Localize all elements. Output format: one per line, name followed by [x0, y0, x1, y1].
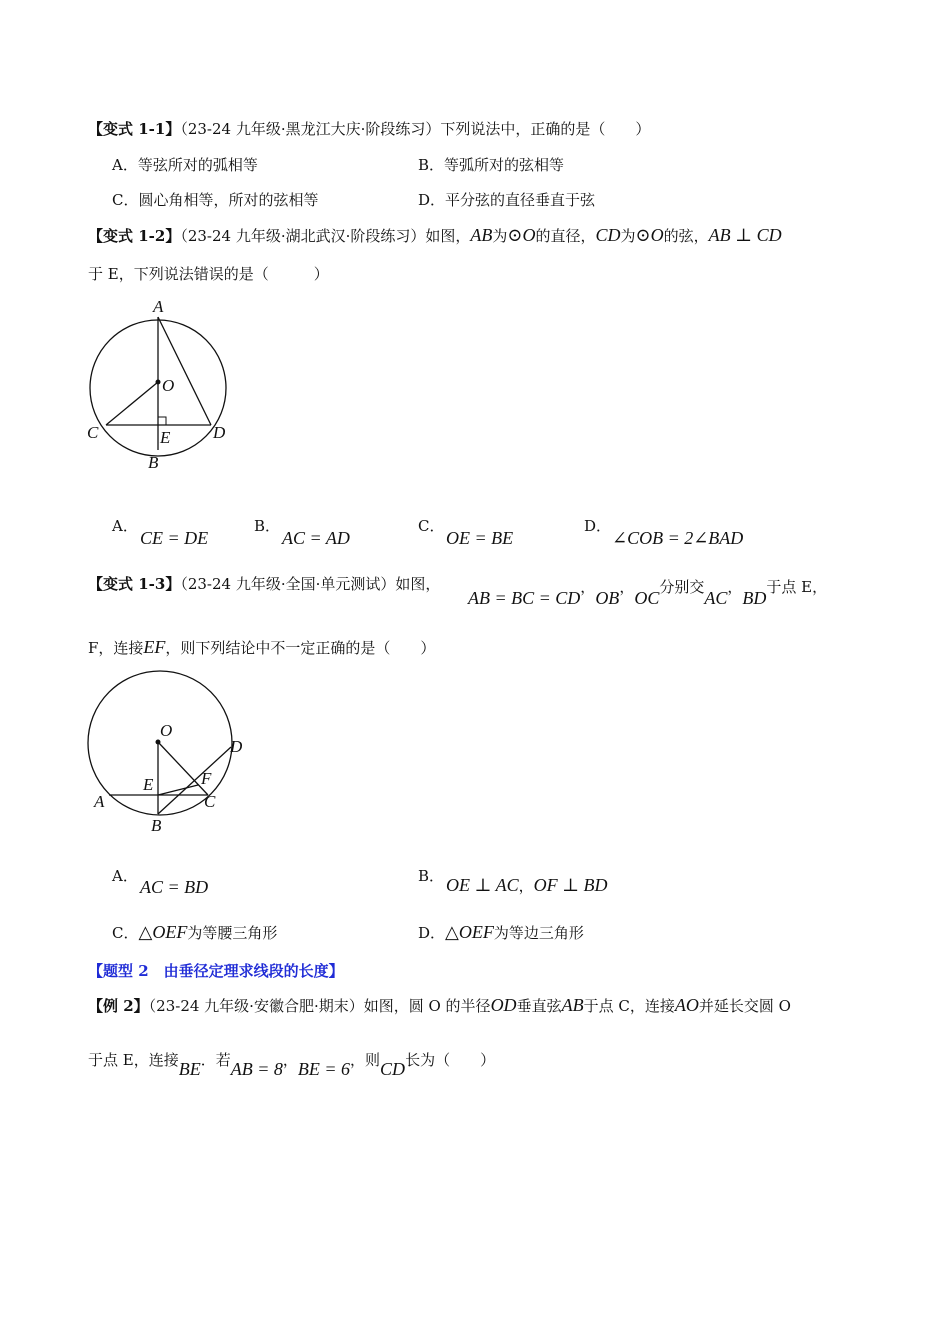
- question-1-3-math: [468, 576, 828, 608]
- math-triangle-oef: △OEF: [138, 922, 188, 942]
- text: 长为（ ）: [405, 1051, 496, 1069]
- comma: ，: [580, 578, 596, 596]
- example-2-stem: [88, 995, 791, 1016]
- option-a-label[interactable]: A．: [112, 867, 138, 885]
- comma: ，: [518, 877, 534, 895]
- option-c-expr: OE = BE: [446, 528, 514, 548]
- label-a: A: [94, 792, 105, 811]
- comma: ，: [727, 578, 743, 596]
- math-oc: OC: [634, 588, 660, 608]
- question-source: （23-24 九年级·黑龙江大庆·阶段练习）下列说法中，正确的是（ ）: [180, 120, 651, 138]
- math-bd: BD: [742, 588, 767, 608]
- option-b[interactable]: B．等弧所对的弦相等: [418, 156, 565, 174]
- text: ，则: [350, 1051, 381, 1069]
- math-cd: CD: [595, 225, 621, 245]
- label-f: F: [201, 769, 212, 788]
- math-oe-perp-ac: OE ⊥ AC: [446, 875, 519, 895]
- math-circle-o: ⊙O: [635, 225, 664, 245]
- section-heading: 【题型 2 由垂径定理求线段的长度】: [88, 962, 344, 980]
- option-a[interactable]: A．等弦所对的弧相等: [112, 156, 258, 174]
- option-d-label[interactable]: D．: [584, 517, 612, 535]
- option-label: D．: [418, 924, 446, 942]
- option-d[interactable]: D．平分弦的直径垂直于弦: [418, 191, 596, 209]
- question-tag: 【变式 1-3】: [88, 575, 181, 593]
- label-e: E: [143, 775, 154, 794]
- text: 于点 E，: [766, 578, 828, 596]
- label-c: C: [204, 792, 216, 811]
- option-text: 为等腰三角形: [187, 924, 278, 942]
- math-ao: AO: [674, 995, 699, 1015]
- math-triangle-oef: △OEF: [445, 922, 494, 942]
- label-d: D: [230, 737, 243, 756]
- question-source: （23-24 九年级·安徽合肥·期末）如图，圆 O 的半径: [148, 997, 491, 1015]
- label-b: B: [148, 453, 159, 472]
- text: ，则下列结论中不一定正确的是（ ）: [165, 639, 436, 657]
- question-source: （23-24 九年级·湖北武汉·阶段练习）如图，: [180, 227, 471, 245]
- math-ef: EF: [143, 637, 166, 657]
- math-ob: OB: [595, 588, 620, 608]
- option-c-label[interactable]: C．: [418, 517, 445, 535]
- text: ．若: [200, 1051, 231, 1069]
- text: 于点 C，连接: [583, 997, 675, 1015]
- question-1-3-stem: [88, 574, 440, 594]
- option-b-expr: AC = AD: [282, 528, 350, 548]
- math-equal-arcs: AB = BC = CD: [468, 588, 581, 608]
- text: 分别交: [659, 578, 705, 596]
- label-e: E: [160, 428, 171, 447]
- option-d-expr: ∠COB = 2∠BAD: [612, 528, 744, 548]
- text: 为: [620, 227, 636, 245]
- text: 的直径，: [535, 227, 596, 245]
- text: F，连接: [88, 639, 144, 657]
- math-ab-eq-8: AB = 8: [230, 1059, 283, 1079]
- figure-1-3: [80, 665, 260, 840]
- option-label: C．: [112, 924, 139, 942]
- text: 垂直弦: [516, 997, 562, 1015]
- option-a-expr: AC = BD: [140, 877, 209, 897]
- comma: ，: [282, 1051, 298, 1069]
- option-d[interactable]: [418, 922, 584, 943]
- question-source: （23-24 九年级·全国·单元测试）如图，: [180, 575, 441, 593]
- question-tag: 【变式 1-2】: [88, 227, 181, 245]
- example-2-line2: [88, 1049, 496, 1079]
- math-od: OD: [490, 995, 517, 1015]
- math-be: BE: [178, 1059, 201, 1079]
- question-tag: 【变式 1-1】: [88, 120, 181, 138]
- math-ab: AB: [561, 995, 584, 1015]
- label-o: O: [162, 376, 175, 395]
- label-o: O: [160, 721, 173, 740]
- text: 为: [492, 227, 508, 245]
- label-b: B: [151, 816, 162, 835]
- label-d: D: [213, 423, 226, 442]
- math-circle-o: ⊙O: [507, 225, 536, 245]
- option-c[interactable]: [112, 922, 277, 943]
- option-c[interactable]: C．圆心角相等，所对的弦相等: [112, 191, 319, 209]
- math-cd: CD: [380, 1059, 406, 1079]
- text: 于点 E，连接: [88, 1051, 179, 1069]
- text: 并延长交圆 O: [698, 997, 791, 1015]
- option-b-label[interactable]: B．: [254, 517, 281, 535]
- figure-1-2: [80, 295, 250, 475]
- text: 的弦，: [663, 227, 709, 245]
- option-a-expr: CE = DE: [140, 528, 209, 548]
- label-c: C: [87, 423, 99, 442]
- option-a-label[interactable]: A．: [112, 517, 138, 535]
- option-b-label[interactable]: B．: [418, 867, 445, 885]
- math-ac: AC: [704, 588, 728, 608]
- math-be-eq-6: BE = 6: [297, 1059, 351, 1079]
- option-text: 为等边三角形: [493, 924, 584, 942]
- question-1-1-stem: [88, 119, 650, 139]
- question-1-2-line2: 于 E，下列说法错误的是（ ）: [88, 265, 329, 283]
- question-tag: 【例 2】: [88, 997, 149, 1015]
- question-1-3-line2: [88, 637, 435, 658]
- comma: ，: [619, 578, 635, 596]
- label-a: A: [153, 297, 164, 316]
- math-ab-perp-cd: AB ⊥ CD: [708, 225, 782, 245]
- math-ab: AB: [470, 225, 493, 245]
- option-b-expr: [446, 875, 608, 896]
- math-of-perp-bd: OF ⊥ BD: [533, 875, 608, 895]
- question-1-2-stem: [88, 225, 782, 246]
